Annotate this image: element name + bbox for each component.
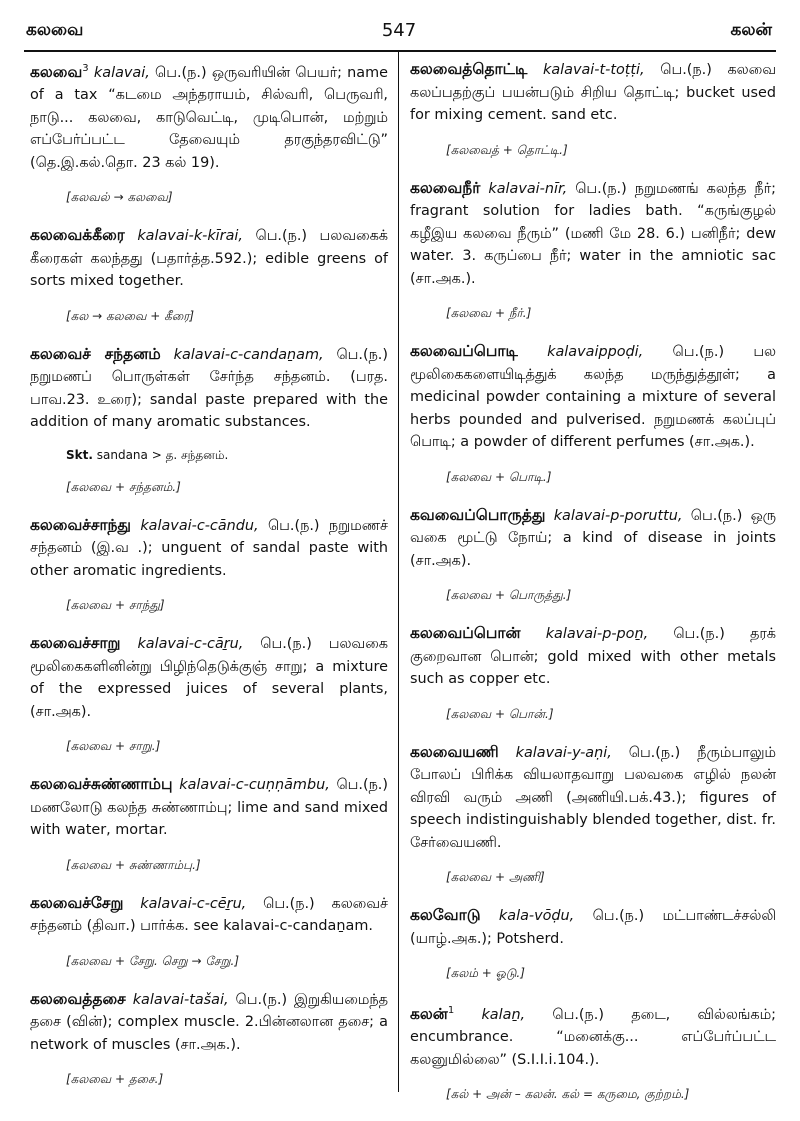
etymology: [கல் + அன் – கலன். கல் = கருமை, குற்றம்.] [446, 1087, 690, 1102]
etymology: [கலவை + பொருத்து.] [446, 588, 572, 602]
etymology: [கலவை + சந்தனம்.] [66, 479, 181, 494]
headword: கலவைச்சாந்து [30, 515, 131, 534]
definition: பெ.(ந.) நறுமணச் சந்தனம் (இ.வ .); unguent of sandal paste with other aromatic ingredients. [30, 517, 389, 579]
etymology: [கலவை + நீர்.] [446, 306, 532, 320]
transliteration: kalavai-c-cuṇṇāmbu, [179, 777, 330, 794]
definition: பெ.(ந.) தடை, வில்லங்கம்; encumbrance. “மனைக்கு... எப்பேர்ப்பட்ட கலனுமில்லை” (S.I.I.i.104.). [410, 1006, 777, 1068]
transliteration: kalavai-nīr, [488, 180, 568, 197]
headword: கலவையணி [410, 742, 499, 761]
definition: பெ.(ந.) மட்பாண்டச்சல்லி (யாழ்.அக.); Potsherd. [410, 908, 777, 947]
headword: கலவைநீர் [410, 178, 481, 197]
definition: பெ.(ந.) பல மூலிகைகளையிடித்துக் கலந்த மருந்துத்தூள்; a medicinal powder containing a mixture of several herbs pounded and pulverised. நறுமணக் கலப்புப் பொடி; a powder of different perfumes (சா.அக.). [410, 344, 776, 450]
transliteration: kalavai-y-aṇi, [515, 744, 612, 761]
transliteration: kalavaippoḍi, [547, 344, 644, 360]
transliteration: kalavai-c-cāṟu, [137, 636, 244, 653]
headword: கலவைப்பொடி [410, 342, 518, 360]
etymology: [கலவை + தசை.] [66, 1072, 164, 1087]
dictionary-entry [410, 504, 776, 573]
right-column [410, 58, 776, 1121]
etymology: [கலவல் → கலவை] [66, 190, 173, 205]
headword: கலவோடு [410, 906, 481, 924]
definition: பெ.(ந.) கலவைச் சந்தனம் (திவா.) பார்க்க. see kalavai-c-candaṉam. [30, 895, 388, 935]
dictionary-entry [30, 892, 388, 938]
dictionary-entry [410, 1000, 776, 1071]
headword: கலவைச்சாறு [30, 634, 121, 653]
definition: பெ.(ந.) ஒரு வகை மூட்டு நோய்; a kind of disease in joints (சா.அக). [410, 507, 776, 569]
transliteration: kalavai-c-candaṉam, [173, 346, 324, 363]
left-column [30, 58, 388, 1106]
definition: பெ.(ந.) நீரும்பாலும் போலப் பிரிக்க வியலாதவாறு பலவகை எழில் நலன் விரவி வரும் அணி (அணியி.பக்.43.); figures of speech indistinguishably blended together, dist. fr. சேர்வையணி. [410, 744, 777, 851]
dictionary-entry [30, 988, 388, 1057]
transliteration: kalavai, [93, 64, 150, 81]
dictionary-entry [30, 632, 388, 723]
headword: கலவைச்சுண்ணாம்பு [30, 775, 173, 794]
dictionary-entry [30, 58, 388, 174]
headword: கவவைப்பொருத்து [410, 505, 546, 524]
page-header [26, 20, 772, 44]
etymology: [கல → கலவை + கீரை] [66, 308, 195, 323]
transliteration: kalavai-tašai, [132, 991, 229, 1008]
headword: கலவைச்சேறு [30, 893, 124, 912]
etymology: [கலவை + சேறு. செறு → சேறு.] [66, 953, 240, 968]
dictionary-entry [410, 58, 776, 127]
definition: பெ.(ந.) பலவகைக் கீரைகள் கலந்தது (பதார்த்த.592.); edible greens of sorts mixed together. [30, 228, 389, 290]
dictionary-entry [410, 340, 776, 454]
definition: பெ.(ந.) கலவை கலப்பதற்குப் பயன்படும் சிறிய தொட்டி; bucket used for mixing cement. sand etc. [410, 62, 777, 123]
headword: கலன் [410, 1004, 448, 1023]
definition: பெ.(ந.) மணலோடு கலந்த சுண்ணாம்பு; lime and sand mixed with water, mortar. [30, 777, 388, 839]
headword: கலவை [30, 62, 83, 81]
dictionary-entry [30, 224, 388, 293]
transliteration: kalaṉ, [481, 1006, 526, 1023]
source-note [66, 448, 388, 464]
etymology: [கலவை + பொன்.] [446, 706, 554, 721]
headword: கலவைச் சந்தனம் [30, 344, 161, 363]
dictionary-entry [410, 622, 776, 691]
transliteration: kalavai-t-toṭṭi, [542, 62, 645, 78]
transliteration: kalavai-c-cāndu, [140, 517, 259, 534]
definition: பெ.(ந.) பலவகை மூலிகைகளினின்று பிழிந்தெடுக்குஞ் சாறு; a mixture of the expressed juices of several plants, (சா.அக). [30, 636, 388, 720]
source-language: Skt. [66, 447, 93, 462]
dictionary-entry [30, 514, 388, 583]
definition: பெ.(ந.) நறுமணப் பொருள்கள் சேர்ந்த சந்தனம். (பரத. பாவ.23. உரை); sandal paste prepared with the addition of many aromatic substances. [30, 346, 388, 431]
header-rule [24, 50, 776, 52]
etymology: [கலவை + பொடி.] [446, 469, 552, 484]
dictionary-entry [30, 343, 388, 434]
etymology: [கலவை + சுண்ணாம்பு.] [66, 857, 201, 872]
headword: கலவைத்தொட்டி [410, 60, 528, 78]
definition: பெ.(ந.) தரக் குறைவான பொன்; gold mixed with other metals such as copper etc. [410, 626, 776, 687]
running-head-right: கலன் [730, 20, 772, 40]
dictionary-entry [410, 177, 776, 291]
transliteration: kalavai-c-cēṟu, [140, 895, 247, 912]
column-divider [398, 52, 399, 1092]
transliteration: kalavai-p-poṉ, [545, 626, 649, 642]
definition: பெ.(ந.) நறுமணங் கலந்த நீர்; fragrant solution for ladies bath. “கருங்குழல் கழீஇய கலவை நீரும்” (மணி மே 28. 6.) பனிநீர்; dew water. 3. கருப்பை நீர்; water in the amniotic sac (சா.அக.). [410, 180, 777, 287]
running-head-left: கலவை [26, 20, 84, 40]
transliteration: kalavai-p-poruttu, [553, 507, 683, 524]
source-note-text: sandana > த. சந்தனம். [96, 447, 229, 462]
homonym-number: 3 [82, 63, 89, 74]
etymology: [கலம் + ஓடு.] [446, 966, 525, 980]
transliteration: kala-vōḍu, [498, 908, 575, 924]
definition: பெ.(ந.) ஒருவரியின் பெயர்; name of a tax “கடமை அந்தராயம், சில்வரி, பெருவரி, நாடு... கலவை, காடுவெட்டி, முடிபொன், மற்றும் எப்பேர்ப்பட்ட தேவையும் தரகுந்தரவிட்டு” (தெ.இ.கல்.தொ. 23 கல் 19). [30, 64, 388, 171]
etymology: [கலவை + சாந்து] [66, 598, 165, 613]
dictionary-entry [30, 773, 388, 842]
dictionary-entry [410, 904, 776, 950]
headword: கலவைப்பொன் [410, 624, 521, 642]
homonym-number: 1 [447, 1005, 455, 1016]
etymology: [கலவைத் + தொட்டி.] [446, 142, 568, 157]
etymology: [கலவை + சாறு.] [66, 739, 161, 754]
headword: கலவைத்தசை [30, 989, 126, 1008]
definition: பெ.(ந.) இறுகியமைந்த தசை (வின்); complex muscle. 2.பின்னலான தசை; a network of muscles (சா.அக.). [30, 991, 388, 1053]
dictionary-entry [410, 741, 776, 855]
page-number: 547 [381, 20, 417, 41]
transliteration: kalavai-k-kīrai, [137, 228, 243, 245]
etymology: [கலவை + அணி] [446, 870, 545, 884]
headword: கலவைக்கீரை [30, 226, 125, 245]
